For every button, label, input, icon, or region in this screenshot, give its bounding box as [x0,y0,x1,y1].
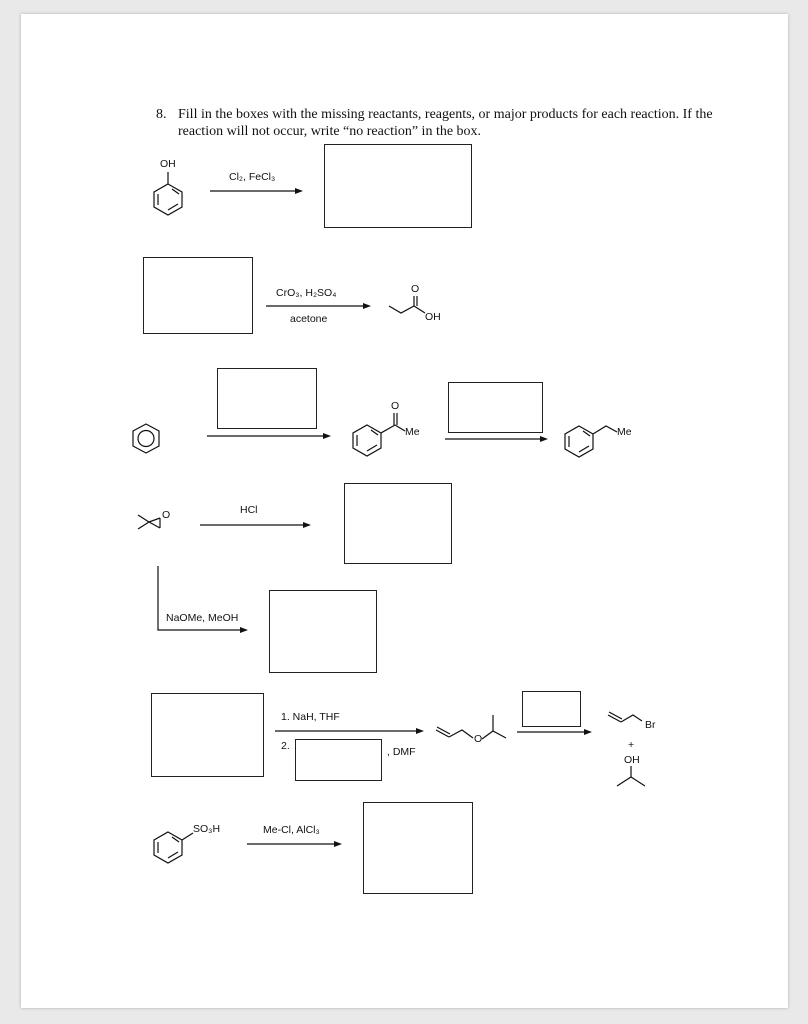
question-text: Fill in the boxes with the missing reactants, reagents, or major products for each reaction. If the reaction will not occur, write “no reaction” in the box. [178,107,713,139]
allyl-isopropyl-ether-structure [436,715,506,739]
reaction1-reagent: Cl₂, FeCl₃ [229,171,276,183]
answer-box-reaction5-product[interactable] [269,590,377,673]
phenol-oh-label: OH [160,158,176,170]
epoxide-o-label: O [162,509,171,521]
phenol-structure [154,172,182,215]
ketone-o-label: O [391,400,400,412]
acid-oh-label: OH [425,311,441,323]
answer-box-reaction2-reactant[interactable] [143,257,253,334]
reaction-arrow [275,728,424,734]
reaction6-solvent: , DMF [387,746,416,758]
ether-o-label: O [474,733,483,745]
reaction4-reagent: HCl [240,504,258,516]
ketone-me-label: Me [405,426,420,438]
reaction-arrow [247,841,342,847]
benzenesulfonic-acid-structure [154,832,193,863]
reaction2-reagent-bottom: acetone [290,313,328,325]
allyl-bromide-br-label: Br [645,719,656,731]
answer-box-reaction6-retro-reagent[interactable] [522,691,581,727]
acid-carbonyl-o-label: O [411,283,420,295]
answer-box-reaction6-reagent-step2[interactable] [295,739,382,781]
isopropanol-oh-label: OH [624,754,640,766]
answer-box-reaction6-reactant[interactable] [151,693,264,777]
plus-sign: + [628,739,635,751]
benzene-structure [133,424,159,453]
propanoic-acid-structure [389,296,425,313]
reaction7-reagent: Me-Cl, AlCl₃ [263,824,320,836]
reaction-arrow [517,729,592,735]
reaction-arrow [200,522,311,528]
answer-box-reaction3-reagent-2[interactable] [448,382,543,433]
answer-box-reaction3-reagent-1[interactable] [217,368,317,429]
epoxide-structure [138,515,160,529]
answer-box-reaction4-product[interactable] [344,483,452,564]
reaction6-step1: 1. NaH, THF [281,711,340,723]
ethylbenzene-structure [565,426,617,457]
reaction2-reagent-top: CrO₃, H₂SO₄ [276,287,337,299]
reaction-arrow [210,188,303,194]
isopropanol-structure [617,766,645,786]
reaction5-reagent: NaOMe, MeOH [166,612,239,624]
allyl-bromide-structure [608,712,642,722]
answer-box-reaction1-product[interactable] [324,144,472,228]
reaction6-step2: 2. [281,740,290,752]
answer-box-reaction7-product[interactable] [363,802,473,894]
reaction-arrow [445,436,548,442]
reaction-arrow [266,303,371,309]
reaction-arrow [207,433,331,439]
ethylbenzene-me-label: Me [617,426,632,438]
acetophenone-structure [353,413,405,456]
sulfonic-acid-label: SO₃H [193,823,221,835]
question-number: 8. [156,107,167,122]
